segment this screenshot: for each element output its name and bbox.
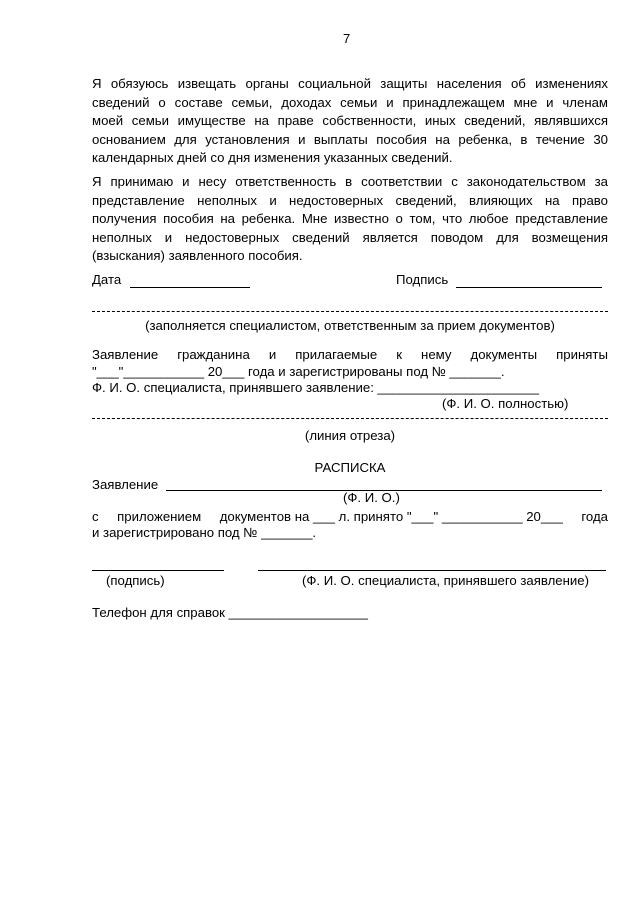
paragraph-line: сведений о составе семьи, доходах семьи и принадлежащем мне и членам: [92, 94, 608, 110]
statement-label: Заявление: [92, 477, 159, 492]
acceptance-date-line: "___"___________ 20___ года и зарегистрированы под № _______.: [92, 364, 505, 379]
full-name-hint: (Ф. И. О. полностью): [442, 396, 569, 411]
word: Заявление: [92, 347, 159, 362]
signature-field[interactable]: [456, 287, 602, 288]
fio-hint: (Ф. И. О.): [343, 490, 400, 505]
paragraph-line: Я принимаю и несу ответственность в соответствии с законодательством за: [92, 174, 608, 189]
paragraph-line: неполных и недостоверных сведений является поводом для возмещения: [92, 229, 608, 245]
signature-line[interactable]: [92, 570, 224, 571]
cut-line-label: (линия отреза): [304, 428, 396, 443]
paragraph-line: основанием для установления и выплаты пособия на ребенка, в течение 30: [92, 131, 608, 147]
word: прилагаемые: [295, 347, 378, 362]
receipt-title: РАСПИСКА: [314, 460, 386, 475]
responsibility-paragraph: [92, 173, 608, 266]
paragraph-line: Я обязуюсь извещать органы социальной защиты населения об изменениях: [92, 76, 608, 91]
specialist-fio-line[interactable]: [258, 570, 606, 571]
word: года: [581, 509, 608, 524]
documents-line: [92, 509, 608, 524]
word: гражданина: [177, 347, 250, 362]
word: к: [396, 347, 402, 362]
word: приняты: [556, 347, 608, 362]
paragraph-line: календарных дней со дня изменения указанных сведений.: [92, 150, 453, 166]
specialist-note: (заполняется специалистом, ответственным за прием документов): [145, 318, 555, 333]
signature-label: Подпись: [396, 272, 449, 287]
registered-line: и зарегистрировано под № _______.: [92, 525, 317, 540]
separator-line: [92, 311, 608, 312]
obligation-paragraph: [92, 75, 608, 168]
date-label: Дата: [92, 272, 122, 287]
word: документов на ___ л. принято "___" ___________ 20___: [219, 509, 563, 524]
word: приложением: [117, 509, 202, 524]
specialist-name-line: Ф. И. О. специалиста, принявшего заявление: ______________________: [92, 380, 539, 395]
specialist-hint: (Ф. И. О. специалиста, принявшего заявление): [302, 573, 590, 588]
paragraph-line: представление неполных и недостоверных сведений, влияющих на право: [92, 192, 608, 208]
page-number: 7: [343, 31, 351, 46]
date-field[interactable]: [130, 287, 250, 288]
word: нему: [421, 347, 452, 362]
paragraph-line: (взыскания) заявленного пособия.: [92, 248, 303, 264]
paragraph-line: моей семьи имуществе на праве собственности, иных сведений, являвшихся: [92, 113, 608, 129]
word: и: [268, 347, 277, 362]
word: с: [92, 509, 99, 524]
cut-line: [92, 418, 608, 419]
phone-line: Телефон для справок ___________________: [92, 605, 368, 620]
signature-hint: (подпись): [106, 573, 165, 588]
word: документы: [470, 347, 538, 362]
acceptance-line: [92, 347, 608, 362]
paragraph-line: получения пособия на ребенка. Мне известно о том, что любое представление: [92, 211, 608, 227]
